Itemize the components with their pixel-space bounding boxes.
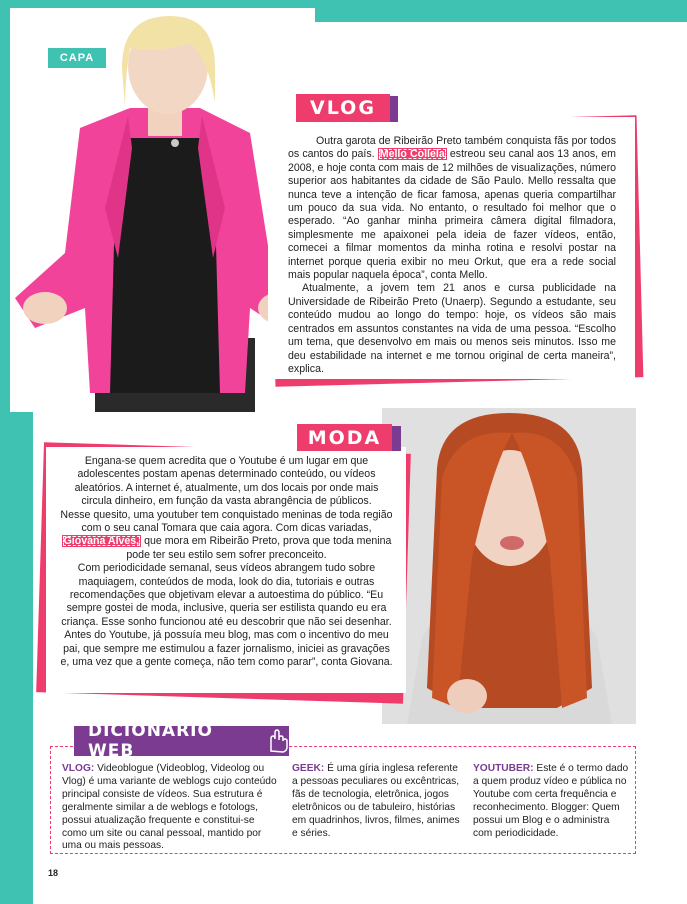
moda-box xyxy=(46,447,406,693)
vlog-p1-before: Outra garota de Ribeirão Preto também conquista fãs por todos os cantos do país. xyxy=(288,135,616,161)
moda-article xyxy=(60,455,393,670)
name-highlight-mello: Mello Collela xyxy=(379,148,445,161)
moda-paragraph-1: Engana-se quem acredita que o Youtube é um lugar em que adolescentes postam apenas determinado conteúdo, ou vídeos aleatórios. A internet é, atualmente, um dos locais por onde mais circula dinheiro, em função da vasta abrangência de públicos. xyxy=(74,455,379,508)
dictionary-term: GEEK: xyxy=(292,763,325,774)
dictionary-title xyxy=(74,721,289,761)
name-highlight-giovana: Giovana Alves, xyxy=(63,535,140,548)
dictionary-term: VLOG: xyxy=(62,763,95,774)
vlog-p1-after: estreou seu canal aos 13 anos, em 2008, e hoje conta com mais de 12 milhões de visualizações, número superior aos habitantes da cidade de São Paulo. Mello ressalta que nunca teve a intenção de ficar famosa, apenas queria compartilhar um pouco da sua vida. No entanto, o resultado foi melhor que o esperado. “Ao ganhar minha primeira câmera digital filmadora, simplesmente me apaixonei pela ideia de fazer vídeos, então, comecei a filmar momentos da minha rotina e resolvi postar na internet porque queria exibir no meu Orkut, que era a rede social mais popular naquela época”, conta Mello. xyxy=(288,148,616,282)
dictionary-definition: Videoblogue (Videoblog, Videolog ou Vlog) é uma variante de weblogs cujo conteúdo principal consiste de vídeos. Sua estrutura é geralmente similar a de weblogs e fotologs, possui atualização frequente e constitui-se como um site ou canal pessoal, mantido por uma ou mais pessoas. xyxy=(62,763,277,852)
dictionary-definition: Este é o termo dado a quem produz vídeo e pública no Youtube com certa frequência e reconhecimento. Blogger: Quem possui um Blog e o administra com periodicidade. xyxy=(473,763,629,839)
moda-paragraph-2 xyxy=(60,509,393,563)
vlog-title: VLOG xyxy=(296,94,390,122)
vlog-paragraph-2: Atualmente, a jovem tem 21 anos e cursa publicidade na Universidade de Ribeirão Preto (Unaerp). Segundo a estudante, seu conteúdo mudou ao longo do tempo: hoje, os vídeos são mais centrados em assuntos constantes na vida de uma pessoa. “Escolho um tema, que desenvolvo em mais ou menos seis minutos. Isso me deu estabilidade na internet e me tornou original de certa maneira”, explica. xyxy=(288,282,616,375)
section-tag: CAPA xyxy=(48,48,106,68)
dictionary-entry-youtuber xyxy=(473,763,629,840)
photo-giovana-alves xyxy=(382,408,636,724)
vlog-paragraph-1 xyxy=(288,135,616,282)
moda-paragraph-3: Com periodicidade semanal, seus vídeos abrangem tudo sobre maquiagem, conteúdos de moda, look do dia, tutoriais e outras recomendações que objetivam elevar a autoestima do público. “Eu sempre gostei de moda, inclusive, queria ser estilista quando eu era criança. Esse sonho funcionou até eu descobrir que não sei desenhar. Antes do Youtube, já possuía meu blog, mas com o incentivo do meu pai, que sempre me estimulou a fazer jornalismo, iniciei as gravações e, uma vez que a gente começa, não tem como parar”, conta Giovana. xyxy=(60,562,393,669)
dictionary-entry-vlog xyxy=(62,763,280,853)
dictionary-title-text: DICIONÁRIO WEB xyxy=(88,721,213,761)
vlog-article xyxy=(288,135,616,376)
moda-p2-before: Nesse quesito, uma youtuber tem conquistado meninas de toda região com o seu canal Tomara que caia agora. Com dicas variadas, xyxy=(60,508,393,535)
moda-title: MODA xyxy=(297,424,392,451)
dictionary-term: YOUTUBER: xyxy=(473,763,534,774)
moda-p2-after: que mora em Ribeirão Preto, prova que toda menina pode ter seu estilo sem sofrer preconceito. xyxy=(126,535,392,561)
pointer-hand-icon xyxy=(263,729,289,753)
page-number: 18 xyxy=(48,868,59,878)
vlog-box xyxy=(268,117,635,379)
dictionary-entry-geek xyxy=(292,763,462,840)
dictionary-definition: É uma gíria inglesa referente a pessoas peculiares ou excêntricas, fãs de tecnologia, eletrônica, jogos eletrônicos ou de tabuleiro, histórias em quadrinhos, livros, filmes, animes e séries. xyxy=(292,763,460,839)
